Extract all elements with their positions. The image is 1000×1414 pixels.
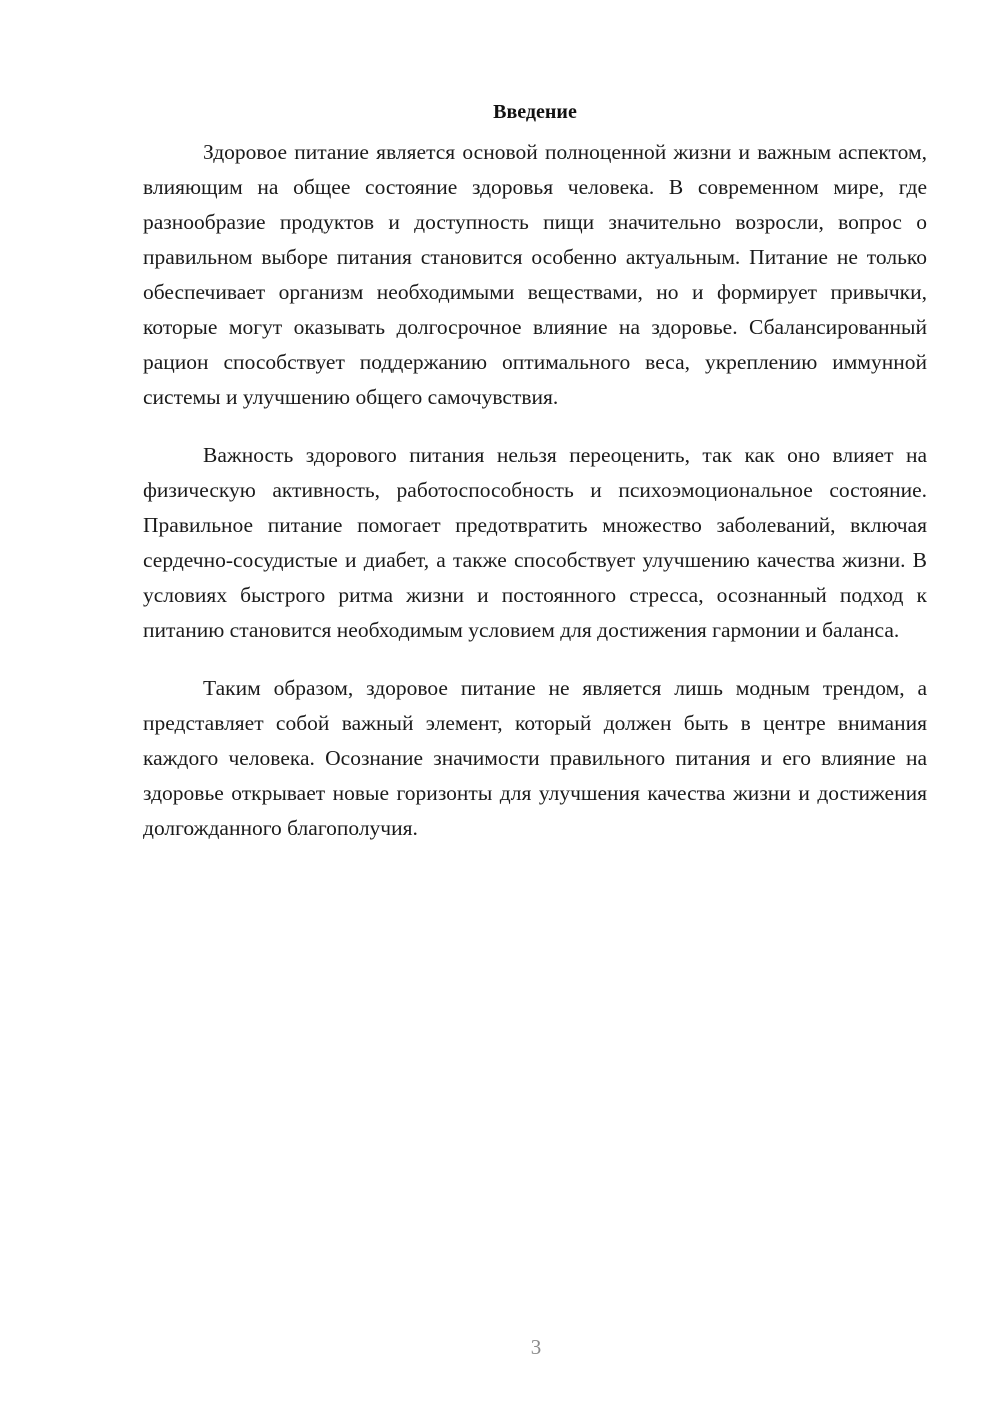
paragraph-1: Здоровое питание является основой полноценной жизни и важным аспектом, влияющим на общее состояние здоровья человека. В современном мире, где разнообразие продуктов и доступность пищи значительно возросли, вопрос о правильном выборе питания становится особенно актуальным. Питание не только обеспечивает организм необходимыми веществами, но и формирует привычки, которые могут оказывать долгосрочное влияние на здоровье. Сбалансированный рацион способствует поддержанию оптимального веса, укреплению иммунной системы и улучшению общего самочувствия. xyxy=(143,140,927,409)
section-heading: Введение xyxy=(493,101,577,123)
page-content xyxy=(143,97,927,846)
paragraph-2: Важность здорового питания нельзя переоценить, так как оно влияет на физическую активность, работоспособность и психоэмоциональное состояние. Правильное питание помогает предотвратить множество заболеваний, включая сердечно-сосудистые и диабет, а также способствует улучшению качества жизни. В условиях быстрого ритма жизни и постоянного стресса, осознанный подход к питанию становится необходимым условием для достижения гармонии и баланса. xyxy=(143,443,927,642)
paragraph-3: Таким образом, здоровое питание не является лишь модным трендом, а представляет собой важный элемент, который должен быть в центре внимания каждого человека. Осознание значимости правильного питания и его влияние на здоровье открывает новые горизонты для улучшения качества жизни и достижения долгожданного благополучия. xyxy=(143,676,927,840)
page-number: 3 xyxy=(530,1335,542,1359)
